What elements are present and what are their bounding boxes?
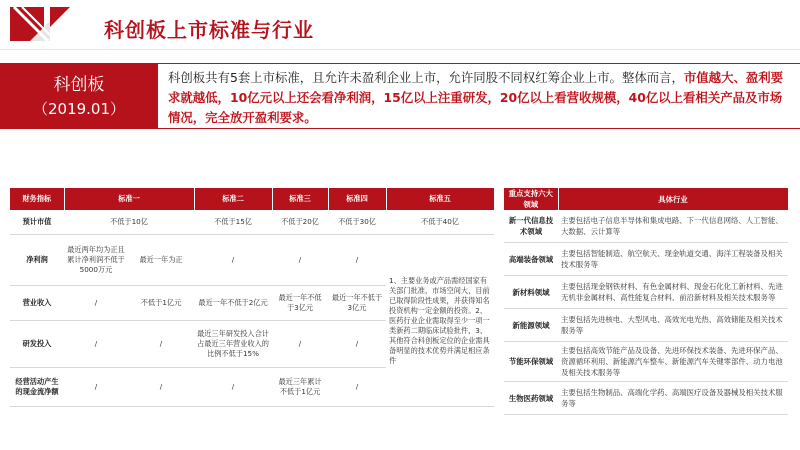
field-detail: 主要包括现金钢铁材料、有色金属材料、现金石化化工新材料、先进无机非金属材料、高性能复合材料、前沿新材料及相关技术服务等 [558, 276, 788, 309]
header-field: 重点支持六大领域 [504, 188, 558, 210]
field-detail: 主要包括电子信息半导体和集成电路、下一代信息网络、人工智能、大数据、云计算等 [558, 210, 788, 243]
std5-notes: 1、主要业务或产品需经国家有关部门批准，市场空间大，目前已取得阶段性成果，并获得知名投资机构一定金额的投资。2、医药行业企业需取得至少一项一类新药二期临床试验批件，3、其他符合科创板定位的企业需具备明显的技术优势并满足相应条件 [386, 235, 494, 407]
row-label: 经营活动产生的现金流净额 [10, 368, 64, 407]
header-detail: 具体行业 [558, 188, 788, 210]
standards-header-row [10, 188, 494, 210]
header-std1: 标准一 [64, 188, 194, 210]
field-name: 节能环保领域 [504, 342, 558, 382]
table-cell: / [272, 321, 328, 368]
table-row [504, 382, 788, 415]
table-cell: / [194, 235, 272, 286]
table-cell: 不低于40亿 [386, 210, 494, 235]
table-cell: 最近三年累计不低于1亿元 [272, 368, 328, 407]
row-label: 预计市值 [10, 210, 64, 235]
field-detail: 主要包括先进核电、大型风电、高效光电光热、高效储能及相关技术服务等 [558, 309, 788, 342]
row-label: 营业收入 [10, 286, 64, 321]
table-cell: 最近三年研发投入合计占最近三年营业收入的比例不低于15% [194, 321, 272, 368]
title-divider [0, 49, 800, 50]
intro-normal: 科创板共有5套上市标准，且允许未盈利企业上市，允许同股不同权红筹企业上市。整体而言， [168, 70, 684, 85]
industry-table [504, 188, 789, 415]
header-std3: 标准三 [272, 188, 328, 210]
field-name: 新一代信息技术领域 [504, 210, 558, 243]
table-row [10, 210, 494, 235]
table-cell: 不低于10亿 [64, 210, 194, 235]
field-detail: 主要包括生物制品、高端化学药、高端医疗设备及器械及相关技术服务等 [558, 382, 788, 415]
field-name: 高端装备领域 [504, 243, 558, 276]
intro-text [168, 68, 792, 128]
table-cell: 最近一年为正 [128, 235, 194, 286]
table-cell: 最近一年不低于3亿元 [272, 286, 328, 321]
industry-header-row [504, 188, 788, 210]
table-row [504, 276, 788, 309]
field-detail: 主要包括智能制造、航空航天、现金轨道交通、海洋工程装备及相关技术服务等 [558, 243, 788, 276]
table-cell: / [64, 368, 128, 407]
table-cell: 不低于30亿 [328, 210, 386, 235]
table-row [504, 210, 788, 243]
logo [6, 4, 80, 44]
header-std4: 标准四 [328, 188, 386, 210]
row-label: 净利润 [10, 235, 64, 286]
table-cell: 最近两年均为正且累计净利润不低于5000万元 [64, 235, 128, 286]
board-tag [0, 63, 158, 129]
table-cell: / [328, 235, 386, 286]
standards-table [10, 188, 495, 407]
intro-top-rule [158, 63, 800, 64]
field-name: 新材料领域 [504, 276, 558, 309]
table-row [504, 309, 788, 342]
table-cell: / [128, 368, 194, 407]
table-row [504, 243, 788, 276]
table-cell: / [272, 235, 328, 286]
header-metric: 财务指标 [10, 188, 64, 210]
board-name: 科创板 [53, 75, 105, 95]
table-cell: 不低于1亿元 [128, 286, 194, 321]
header-std5: 标准五 [386, 188, 494, 210]
field-detail: 主要包括高效节能产品及设备、先进环保技术装备、先进环保产品、资源循环利用、新能源汽车整车、新能源汽车关键零部件、动力电池及相关技术服务等 [558, 342, 788, 382]
table-cell: / [328, 368, 386, 407]
table-cell: / [64, 321, 128, 368]
intro-highlight: 市值越大、盈利要求就越低，10亿元以上还会看净利润，15亿以上注重研发，20亿以上看营收规模，40亿以上看相关产品及市场情况，完全放开盈利要求。 [168, 70, 784, 125]
table-row [10, 235, 494, 286]
field-name: 新能源领域 [504, 309, 558, 342]
table-cell: 最近一年不低于3亿元 [328, 286, 386, 321]
table-cell: / [328, 321, 386, 368]
table-cell: 不低于15亿 [194, 210, 272, 235]
row-label: 研发投入 [10, 321, 64, 368]
table-cell: 不低于20亿 [272, 210, 328, 235]
table-cell: / [128, 321, 194, 368]
field-name: 生物医药领域 [504, 382, 558, 415]
header-std2: 标准二 [194, 188, 272, 210]
table-row [504, 342, 788, 382]
page-title: 科创板上市标准与行业 [104, 18, 314, 42]
board-date: （2019.01） [32, 100, 126, 118]
table-cell: / [194, 368, 272, 407]
table-cell: / [64, 286, 128, 321]
intro-bottom-rule [158, 128, 800, 129]
table-cell: 最近一年不低于2亿元 [194, 286, 272, 321]
